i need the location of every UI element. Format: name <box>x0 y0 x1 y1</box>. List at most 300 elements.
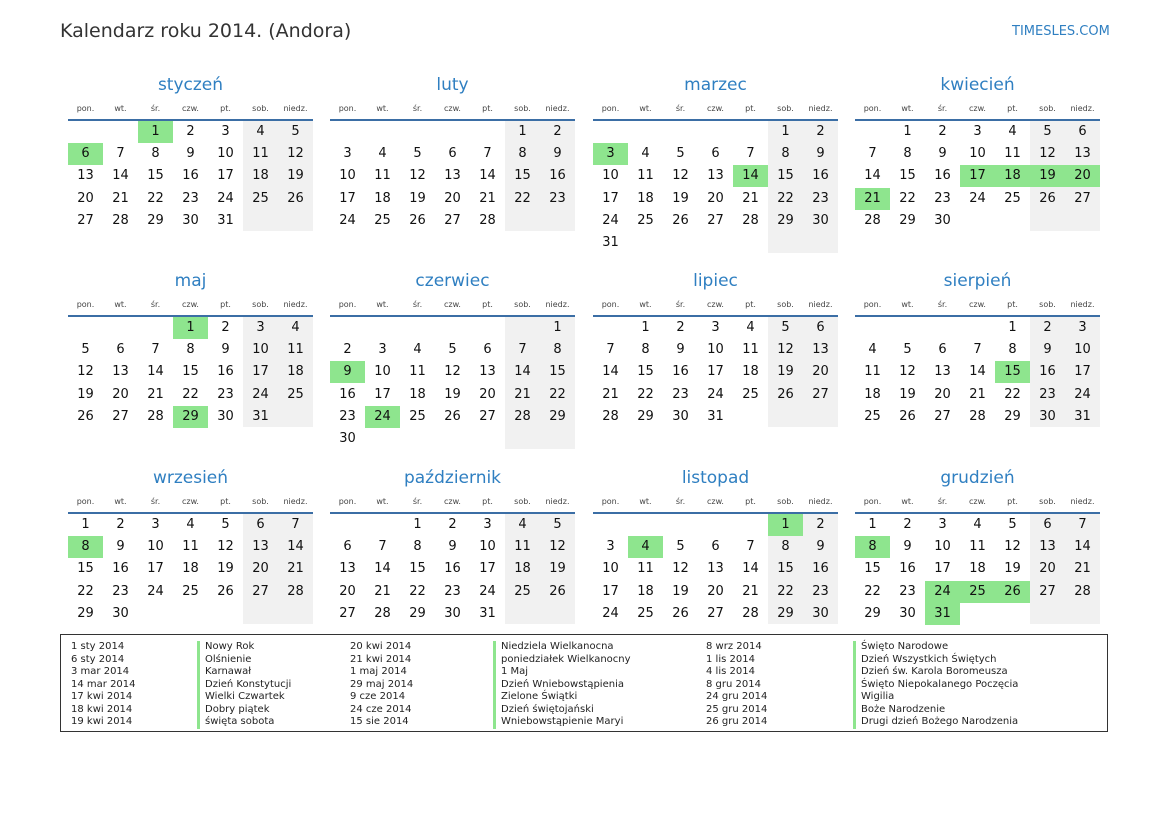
day-cell: 3 <box>483 517 492 532</box>
day-cell: 19 <box>287 168 304 184</box>
day-cell: 3 <box>256 320 265 335</box>
legend-date: 21 kwi 2014 <box>350 653 412 665</box>
day-cell: 21 <box>602 386 619 402</box>
legend-date: 1 maj 2014 <box>350 666 407 677</box>
day-cell: 29 <box>777 212 794 228</box>
legend-date: 17 kwi 2014 <box>71 691 133 702</box>
day-cell: 14 <box>602 364 619 380</box>
weekday-label: śr. <box>937 300 948 309</box>
day-cell: 18 <box>969 561 986 577</box>
day-cell: 5 <box>413 146 422 162</box>
day-cell: 19 <box>899 386 916 402</box>
day-cell: 31 <box>1074 408 1091 424</box>
day-cell: 16 <box>182 168 199 184</box>
weekday-label: czw. <box>969 300 986 309</box>
day-cell: 15 <box>899 168 916 184</box>
day-cell: 4 <box>413 342 422 358</box>
weekday-label: pt. <box>1007 497 1018 506</box>
day-cell: 17 <box>147 561 164 577</box>
day-cell: 24 <box>217 190 234 206</box>
legend-names-col <box>493 641 631 729</box>
day-cell: 29 <box>864 605 881 621</box>
day-cell: 17 <box>374 386 391 402</box>
day-cell: 26 <box>409 212 426 228</box>
day-cell: 13 <box>1074 146 1091 162</box>
day-cell: 30 <box>217 408 234 424</box>
day-cell: 2 <box>1043 320 1052 335</box>
day-cell: 13 <box>1039 539 1056 555</box>
day-cell: 31 <box>479 605 496 621</box>
day-cell: 23 <box>182 190 199 206</box>
day-cell: 25 <box>637 605 654 621</box>
weekday-label: czw. <box>707 104 724 113</box>
day-cell: 1 <box>1008 320 1017 335</box>
day-cell: 7 <box>868 146 877 162</box>
holiday-day-cell: 14 <box>733 165 768 187</box>
day-cell: 5 <box>1008 517 1017 532</box>
day-cell: 15 <box>549 364 566 380</box>
day-cell: 3 <box>711 320 720 335</box>
day-cell: 4 <box>256 124 265 139</box>
legend-holiday-name: Dzień Wniebowstąpienia <box>501 678 624 690</box>
day-cell: 22 <box>409 583 426 599</box>
holiday-day-cell: 26 <box>995 581 1030 603</box>
day-cell: 23 <box>899 583 916 599</box>
day-cell: 27 <box>707 605 724 621</box>
holiday-day-cell: 9 <box>330 361 365 383</box>
day-cell: 15 <box>409 561 426 577</box>
day-cell: 17 <box>602 190 619 206</box>
day-cell: 8 <box>903 146 912 162</box>
weekday-label: sob. <box>777 497 794 506</box>
legend-holiday-name: poniedziałek Wielkanocny <box>501 653 631 665</box>
day-cell: 21 <box>1074 561 1091 577</box>
day-cell: 6 <box>256 517 265 532</box>
weekday-label: pt. <box>745 104 756 113</box>
day-cell: 3 <box>221 124 230 139</box>
day-cell: 16 <box>899 561 916 577</box>
day-cell: 7 <box>483 146 492 162</box>
day-cell: 11 <box>969 539 986 555</box>
holiday-day-cell: 20 <box>1065 165 1100 187</box>
weekday-label: pon. <box>601 104 620 113</box>
day-cell: 27 <box>934 408 951 424</box>
day-cell: 21 <box>147 386 164 402</box>
day-cell: 1 <box>553 320 562 335</box>
day-cell: 10 <box>252 342 269 358</box>
day-cell: 22 <box>549 386 566 402</box>
month-name: sierpień <box>943 271 1012 291</box>
day-cell: 3 <box>1078 320 1087 335</box>
day-cell: 22 <box>637 386 654 402</box>
day-cell: 22 <box>864 583 881 599</box>
day-cell: 14 <box>147 364 164 380</box>
day-cell: 6 <box>938 342 947 358</box>
day-cell: 27 <box>1074 190 1091 206</box>
legend-date: 15 sie 2014 <box>350 716 409 727</box>
weekday-label: śr. <box>150 300 161 309</box>
day-cell: 20 <box>707 583 724 599</box>
weekday-label: sob. <box>514 300 531 309</box>
day-cell: 18 <box>182 561 199 577</box>
legend-holiday-name: Drugi dzień Bożego Narodzenia <box>861 716 1019 727</box>
weekday-label: pt. <box>220 497 231 506</box>
day-cell: 4 <box>746 320 755 335</box>
day-cell: 18 <box>864 386 881 402</box>
month-name: grudzień <box>940 468 1015 488</box>
month-name: luty <box>436 75 469 95</box>
day-cell: 2 <box>816 517 825 532</box>
day-cell: 10 <box>707 342 724 358</box>
day-cell: 21 <box>287 561 304 577</box>
holiday-day-cell: 8 <box>855 536 890 558</box>
day-cell: 14 <box>287 539 304 555</box>
weekday-label: wt. <box>114 300 127 309</box>
day-cell: 30 <box>112 605 129 621</box>
weekday-label: niedz. <box>808 300 833 309</box>
day-cell: 17 <box>217 168 234 184</box>
day-cell: 1 <box>641 320 650 335</box>
day-cell: 7 <box>746 146 755 162</box>
day-cell: 20 <box>112 386 129 402</box>
weekday-label: sob. <box>514 104 531 113</box>
day-cell: 10 <box>1074 342 1091 358</box>
day-cell: 21 <box>374 583 391 599</box>
day-cell: 19 <box>672 190 689 206</box>
weekday-label: niedz. <box>808 497 833 506</box>
day-cell: 8 <box>553 342 562 358</box>
day-cell: 7 <box>378 539 387 555</box>
day-cell: 16 <box>1039 364 1056 380</box>
month-name: styczeń <box>157 75 224 95</box>
legend-holiday-name: Wniebowstąpienie Maryi <box>501 716 624 727</box>
day-cell: 9 <box>938 146 947 162</box>
day-cell: 17 <box>602 583 619 599</box>
holiday-day-cell: 19 <box>1030 165 1065 187</box>
day-cell: 13 <box>252 539 269 555</box>
weekday-label: śr. <box>675 104 686 113</box>
day-cell: 30 <box>934 212 951 228</box>
day-cell: 8 <box>781 146 790 162</box>
day-cell: 28 <box>602 408 619 424</box>
day-cell: 22 <box>777 583 794 599</box>
day-cell: 12 <box>444 364 461 380</box>
day-cell: 26 <box>899 408 916 424</box>
weekday-label: śr. <box>412 104 423 113</box>
legend-holiday-name: Boże Narodzenie <box>861 703 946 715</box>
weekday-label: niedz. <box>545 104 570 113</box>
holiday-day-cell: 15 <box>995 361 1030 383</box>
day-cell: 3 <box>973 124 982 139</box>
day-cell: 25 <box>742 386 759 402</box>
day-cell: 16 <box>217 364 234 380</box>
weekday-label: niedz. <box>283 497 308 506</box>
day-cell: 5 <box>553 517 562 532</box>
day-cell: 30 <box>812 605 829 621</box>
weekday-label: pt. <box>220 104 231 113</box>
day-cell: 12 <box>409 168 426 184</box>
day-cell: 8 <box>186 342 195 358</box>
month-name: październik <box>403 468 502 488</box>
day-cell: 25 <box>252 190 269 206</box>
day-cell: 18 <box>287 364 304 380</box>
legend-holiday-name: 1 Maj <box>501 666 529 677</box>
legend-date: 4 lis 2014 <box>706 666 755 677</box>
day-cell: 21 <box>742 583 759 599</box>
day-cell: 4 <box>868 342 877 358</box>
legend-date: 25 gru 2014 <box>706 703 768 715</box>
day-cell: 12 <box>899 364 916 380</box>
day-cell: 19 <box>549 561 566 577</box>
weekday-label: pon. <box>601 497 620 506</box>
day-cell: 22 <box>1004 386 1021 402</box>
day-cell: 1 <box>81 517 90 532</box>
holiday-day-cell: 4 <box>628 536 663 558</box>
holiday-day-cell: 18 <box>995 165 1030 187</box>
day-cell: 26 <box>287 190 304 206</box>
weekday-label: sob. <box>1039 300 1056 309</box>
legend-names-col <box>853 641 1018 729</box>
holiday-day-cell: 6 <box>68 143 103 165</box>
day-cell: 30 <box>812 212 829 228</box>
weekday-label: wt. <box>376 497 389 506</box>
day-cell: 7 <box>291 517 300 532</box>
holiday-day-cell: 8 <box>68 536 103 558</box>
month-name: marzec <box>684 75 747 95</box>
day-cell: 3 <box>151 517 160 532</box>
day-cell: 21 <box>742 190 759 206</box>
day-cell: 9 <box>816 146 825 162</box>
day-cell: 6 <box>483 342 492 358</box>
day-cell: 18 <box>637 583 654 599</box>
legend-date: 24 cze 2014 <box>350 703 412 715</box>
weekday-label: pon. <box>863 104 882 113</box>
weekday-label: pt. <box>482 300 493 309</box>
legend-date: 19 kwi 2014 <box>71 716 133 727</box>
day-cell: 15 <box>77 561 94 577</box>
legend-holiday-name: Święto Narodowe <box>861 641 949 652</box>
day-cell: 17 <box>479 561 496 577</box>
day-cell: 24 <box>1074 386 1091 402</box>
day-cell: 12 <box>1004 539 1021 555</box>
weekday-label: czw. <box>969 497 986 506</box>
day-cell: 31 <box>707 408 724 424</box>
legend-holiday-name: Niedziela Wielkanocna <box>501 641 614 652</box>
legend-dates-col <box>350 641 413 729</box>
day-cell: 1 <box>903 124 912 139</box>
day-cell: 1 <box>781 124 790 139</box>
day-cell: 7 <box>606 342 615 358</box>
weekday-label: wt. <box>639 104 652 113</box>
day-cell: 8 <box>151 146 160 162</box>
day-cell: 21 <box>969 386 986 402</box>
day-cell: 10 <box>479 539 496 555</box>
weekday-label: czw. <box>707 300 724 309</box>
day-cell: 29 <box>77 605 94 621</box>
month-name: kwiecień <box>940 75 1015 95</box>
day-cell: 27 <box>444 212 461 228</box>
weekday-label: pon. <box>338 104 357 113</box>
day-cell: 30 <box>672 408 689 424</box>
day-cell: 30 <box>444 605 461 621</box>
day-cell: 14 <box>514 364 531 380</box>
site-link[interactable]: TIMESLES.COM <box>1012 24 1110 39</box>
day-cell: 10 <box>602 168 619 184</box>
day-cell: 16 <box>812 168 829 184</box>
weekday-label: pon. <box>338 300 357 309</box>
day-cell: 8 <box>781 539 790 555</box>
weekday-label: śr. <box>150 497 161 506</box>
weekday-label: niedz. <box>283 300 308 309</box>
day-cell: 29 <box>147 212 164 228</box>
day-cell: 15 <box>864 561 881 577</box>
day-cell: 13 <box>707 561 724 577</box>
day-cell: 5 <box>676 146 685 162</box>
day-cell: 24 <box>602 605 619 621</box>
weekday-label: niedz. <box>1070 104 1095 113</box>
weekday-label: pt. <box>1007 300 1018 309</box>
day-cell: 26 <box>444 408 461 424</box>
legend-date: 1 lis 2014 <box>706 653 755 665</box>
day-cell: 2 <box>343 342 352 358</box>
day-cell: 26 <box>777 386 794 402</box>
day-cell: 19 <box>444 386 461 402</box>
weekday-label: pon. <box>863 300 882 309</box>
day-cell: 13 <box>77 168 94 184</box>
legend-names-col <box>197 641 291 729</box>
weekday-label: wt. <box>639 497 652 506</box>
day-cell: 8 <box>413 539 422 555</box>
day-cell: 4 <box>378 146 387 162</box>
day-cell: 6 <box>816 320 825 335</box>
weekday-label: śr. <box>150 104 161 113</box>
day-cell: 11 <box>742 342 759 358</box>
day-cell: 19 <box>409 190 426 206</box>
holiday-day-cell: 1 <box>173 317 208 339</box>
day-cell: 24 <box>147 583 164 599</box>
day-cell: 24 <box>602 212 619 228</box>
day-cell: 6 <box>116 342 125 358</box>
weekday-label: pt. <box>482 497 493 506</box>
weekday-label: pon. <box>76 300 95 309</box>
day-cell: 2 <box>553 124 562 139</box>
day-cell: 20 <box>252 561 269 577</box>
day-cell: 16 <box>672 364 689 380</box>
day-cell: 25 <box>864 408 881 424</box>
day-cell: 20 <box>339 583 356 599</box>
day-cell: 5 <box>221 517 230 532</box>
weekday-label: wt. <box>114 497 127 506</box>
day-cell: 4 <box>1008 124 1017 139</box>
legend-date: 6 sty 2014 <box>71 653 125 665</box>
holiday-day-cell: 29 <box>173 406 208 428</box>
day-cell: 8 <box>641 342 650 358</box>
day-cell: 14 <box>969 364 986 380</box>
day-cell: 20 <box>707 190 724 206</box>
weekday-label: czw. <box>969 104 986 113</box>
weekday-label: sob. <box>1039 104 1056 113</box>
day-cell: 28 <box>374 605 391 621</box>
day-cell: 30 <box>182 212 199 228</box>
day-cell: 29 <box>637 408 654 424</box>
day-cell: 18 <box>409 386 426 402</box>
weekday-label: wt. <box>114 104 127 113</box>
day-cell: 9 <box>1043 342 1052 358</box>
legend-holiday-name: Nowy Rok <box>205 641 255 652</box>
day-cell: 23 <box>112 583 129 599</box>
day-cell: 20 <box>444 190 461 206</box>
holiday-day-cell: 17 <box>960 165 995 187</box>
day-cell: 25 <box>1004 190 1021 206</box>
day-cell: 27 <box>707 212 724 228</box>
weekday-label: wt. <box>639 300 652 309</box>
weekday-label: niedz. <box>1070 497 1095 506</box>
day-cell: 2 <box>221 320 230 335</box>
day-cell: 16 <box>112 561 129 577</box>
legend-date: 9 cze 2014 <box>350 691 406 702</box>
month-name: maj <box>174 271 207 291</box>
day-cell: 1 <box>413 517 422 532</box>
day-cell: 10 <box>969 146 986 162</box>
day-cell: 17 <box>1074 364 1091 380</box>
day-cell: 10 <box>147 539 164 555</box>
day-cell: 28 <box>479 212 496 228</box>
day-cell: 22 <box>514 190 531 206</box>
legend-date: 26 gru 2014 <box>706 716 768 727</box>
weekday-label: czw. <box>182 300 199 309</box>
legend-date: 24 gru 2014 <box>706 691 768 702</box>
holiday-day-cell: 3 <box>593 143 628 165</box>
day-cell: 15 <box>147 168 164 184</box>
day-cell: 27 <box>252 583 269 599</box>
weekday-label: śr. <box>937 104 948 113</box>
day-cell: 5 <box>903 342 912 358</box>
legend-date: 1 sty 2014 <box>71 641 125 652</box>
day-cell: 26 <box>672 605 689 621</box>
legend-holiday-name: Dobry piątek <box>205 703 270 715</box>
day-cell: 22 <box>182 386 199 402</box>
day-cell: 2 <box>186 124 195 139</box>
day-cell: 28 <box>147 408 164 424</box>
weekday-label: pt. <box>745 497 756 506</box>
day-cell: 5 <box>291 124 300 139</box>
day-cell: 30 <box>1039 408 1056 424</box>
day-cell: 11 <box>182 539 199 555</box>
weekday-label: pt. <box>220 300 231 309</box>
day-cell: 27 <box>77 212 94 228</box>
day-cell: 17 <box>252 364 269 380</box>
day-cell: 24 <box>479 583 496 599</box>
day-cell: 19 <box>1004 561 1021 577</box>
day-cell: 7 <box>518 342 527 358</box>
day-cell: 28 <box>1074 583 1091 599</box>
day-cell: 11 <box>374 168 391 184</box>
day-cell: 13 <box>479 364 496 380</box>
day-cell: 18 <box>374 190 391 206</box>
day-cell: 14 <box>374 561 391 577</box>
day-cell: 31 <box>252 408 269 424</box>
weekday-label: niedz. <box>1070 300 1095 309</box>
legend-holiday-name: Olśnienie <box>205 653 252 665</box>
month-name: listopad <box>681 468 750 488</box>
day-cell: 20 <box>1039 561 1056 577</box>
legend-holiday-name: Wielki Czwartek <box>205 691 285 702</box>
day-cell: 3 <box>378 342 387 358</box>
day-cell: 24 <box>707 386 724 402</box>
day-cell: 13 <box>339 561 356 577</box>
day-cell: 14 <box>1074 539 1091 555</box>
holiday-day-cell: 1 <box>138 121 173 143</box>
